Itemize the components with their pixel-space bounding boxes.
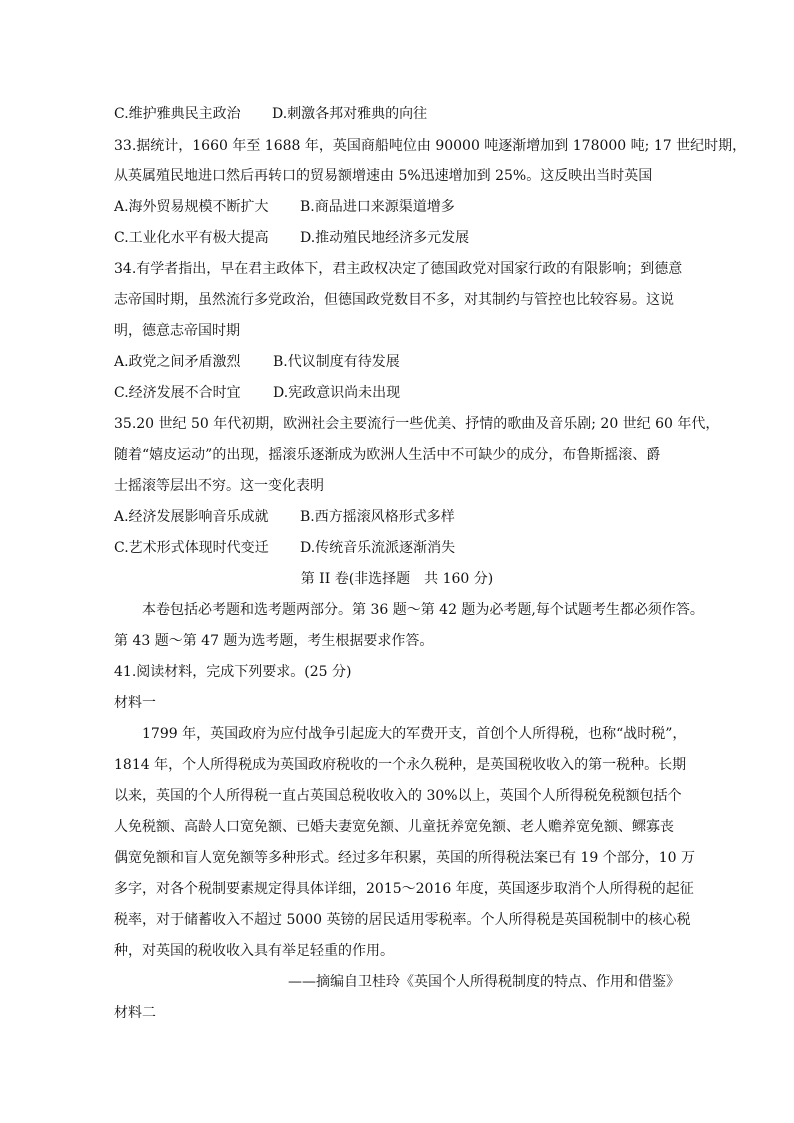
section-2-intro-line-1: 本卷包括必考题和选考题两部分。第 36 题～第 42 题为必考题,每个试题考生都必须作答。 — [142, 602, 704, 618]
q35-option-b: B.西方摇滚风格形式多样 — [300, 509, 455, 525]
material-1-line: 1814 年，个人所得税成为英国政府税收的一个永久税种，是英国税收收入的第一税种。长期 — [114, 757, 687, 773]
q34-option-c: C.经济发展不合时宜 — [114, 385, 241, 401]
q34-options-ab — [114, 352, 680, 372]
q34-option-b: B.代议制度有待发展 — [273, 354, 400, 370]
q35-stem-line-1: 35.20 世纪 50 年代初期，欧洲社会主要流行一些优美、抒情的歌曲及音乐剧; 20 世纪 60 年代， — [114, 416, 720, 432]
q33-stem-line-1: 33.据统计，1660 年至 1688 年，英国商船吨位由 90000 吨逐渐增加到 178000 吨; 17 世纪时期， — [114, 138, 747, 154]
q33-option-b: B.商品进口来源渠道增多 — [300, 199, 455, 215]
q35-option-d: D.传统音乐流派逐渐消失 — [300, 540, 456, 556]
q35-option-c: C.艺术形式体现时代变迁 — [114, 540, 269, 556]
q35-options-ab — [114, 507, 680, 527]
material-1-line: 偶宽免额和盲人宽免额等多种形式。经过多年积累，英国的所得税法案已有 19 个部分，10 万 — [114, 850, 695, 866]
material-1-label: 材料一 — [114, 695, 156, 711]
q33-options-ab — [114, 197, 680, 217]
q41-prompt: 41.阅读材料，完成下列要求。(25 分) — [114, 664, 352, 680]
material-1-source: ——摘编自卫桂玲《英国个人所得税制度的特点、作用和借鉴》 — [288, 974, 680, 990]
q34-options-cd — [114, 383, 680, 403]
material-1-line: 人免税额、高龄人口宽免额、已婚夫妻宽免额、儿童抚养宽免额、老人赡养宽免额、鳏寡丧 — [114, 819, 674, 835]
material-1-line: 税率，对于储蓄收入不超过 5000 英镑的居民适用零税率。个人所得税是英国税制中的核心税 — [114, 912, 691, 928]
q33-option-a: A.海外贸易规模不断扩大 — [114, 199, 269, 215]
q33-options-cd — [114, 228, 680, 248]
material-1-line: 1799 年，英国政府为应付战争引起庞大的军费开支，首创个人所得税，也称“战时税”， — [142, 726, 687, 742]
q34-option-d: D.宪政意识尚未出现 — [273, 385, 401, 401]
material-1-line: 以来，英国的个人所得税一直占英国总税收收入的 30%以上，英国个人所得税免税额包括个 — [114, 788, 682, 804]
material-1-line: 多字，对各个税制要素规定得具体详细，2015～2016 年度，英国逐步取消个人所得税的起征 — [114, 881, 694, 897]
q32-option-c: C.维护雅典民主政治 — [114, 106, 241, 122]
q35-options-cd — [114, 538, 680, 558]
q32-option-d: D.刺激各邦对雅典的向往 — [272, 106, 428, 122]
q35-option-a: A.经济发展影响音乐成就 — [114, 509, 269, 525]
q34-stem-line-1: 34.有学者指出，早在君主政体下，君主政权决定了德国政党对国家行政的有限影响；到德意 — [114, 261, 683, 277]
material-1-line: 种，对英国的税收收入具有举足轻重的作用。 — [114, 943, 394, 959]
q34-stem-line-2: 志帝国时期，虽然流行多党政治，但德国政党数目不多，对其制约与管控也比较容易。这说 — [114, 292, 674, 308]
material-2-label: 材料二 — [114, 1005, 156, 1021]
section-2-title: 第 II 卷(非选择题 共 160 分) — [300, 571, 494, 587]
q33-option-d: D.推动殖民地经济多元发展 — [300, 230, 470, 246]
q35-stem-line-2: 随着“嬉皮运动”的出现，摇滚乐逐渐成为欧洲人生活中不可缺少的成分，布鲁斯摇滚、爵 — [114, 447, 661, 463]
q32-options-cd — [114, 104, 680, 124]
section-2-intro-line-2: 第 43 题～第 47 题为选考题，考生根据要求作答。 — [114, 633, 434, 649]
q35-stem-line-3: 士摇滚等层出不穷。这一变化表明 — [114, 478, 324, 494]
q33-stem-line-2: 从英属殖民地进口然后再转口的贸易额增速由 5%迅速增加到 25%。这反映出当时英国 — [114, 168, 653, 184]
q34-stem-line-3: 明，德意志帝国时期 — [114, 323, 240, 339]
q34-option-a: A.政党之间矛盾激烈 — [114, 354, 241, 370]
q33-option-c: C.工业化水平有极大提高 — [114, 230, 269, 246]
